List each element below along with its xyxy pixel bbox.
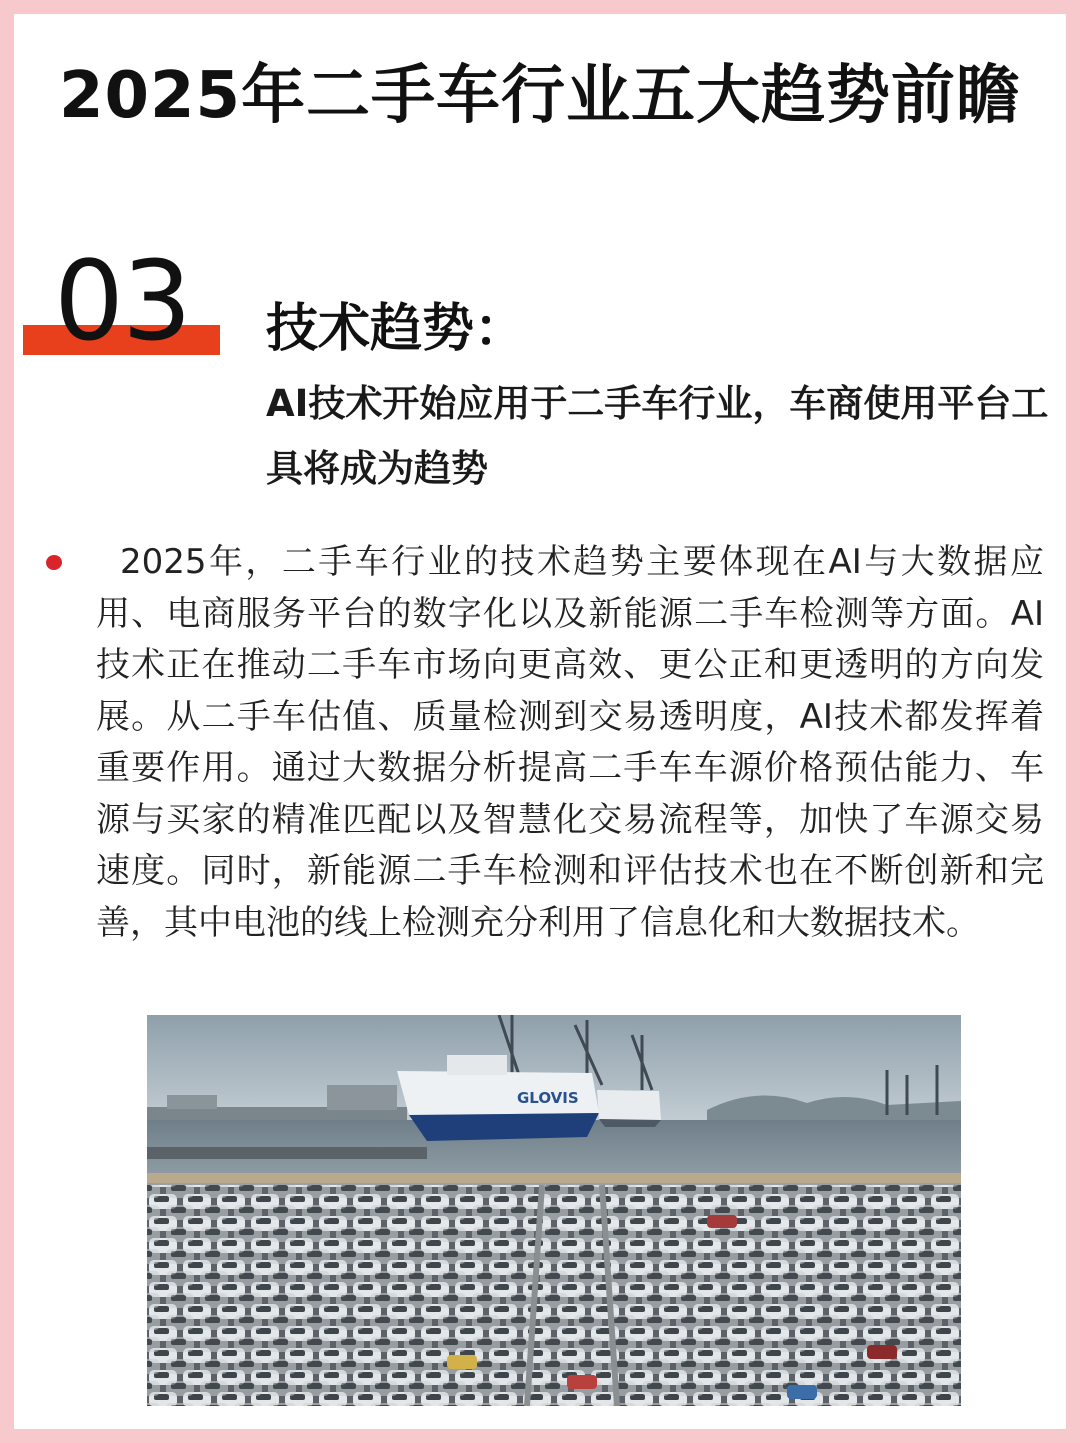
section-subtitle: AI技术开始应用于二手车行业，车商使用平台工具将成为趋势	[266, 382, 1049, 490]
body-paragraph: 2025年，二手车行业的技术趋势主要体现在AI与大数据应用、电商服务平台的数字化以及新能源二手车检测等方面。AI技术正在推动二手车市场向更高效、更公正和更透明的方向发展。从二手车估值、质量检测到交易透明度，AI技术都发挥着重要作用。通过大数据分析提高二手车车源价格预估能力、车源与买家的精准匹配以及智慧化交易流程等，加快了车源交易速度。同时，新能源二手车检测和评估技术也在不断创新和完善，其中电池的线上检测充分利用了信息化和大数据技术。	[96, 542, 1044, 943]
bullet-dot-icon	[45, 554, 64, 572]
ship-label: GLOVIS	[517, 1089, 579, 1107]
section-title: 技术趋势：	[266, 299, 527, 359]
card	[14, 14, 1066, 1429]
section-number: 03	[54, 237, 190, 365]
port-car-lot-photo	[147, 1015, 961, 1406]
page-title: 2025年二手车行业五大趋势前瞻	[58, 59, 1022, 133]
